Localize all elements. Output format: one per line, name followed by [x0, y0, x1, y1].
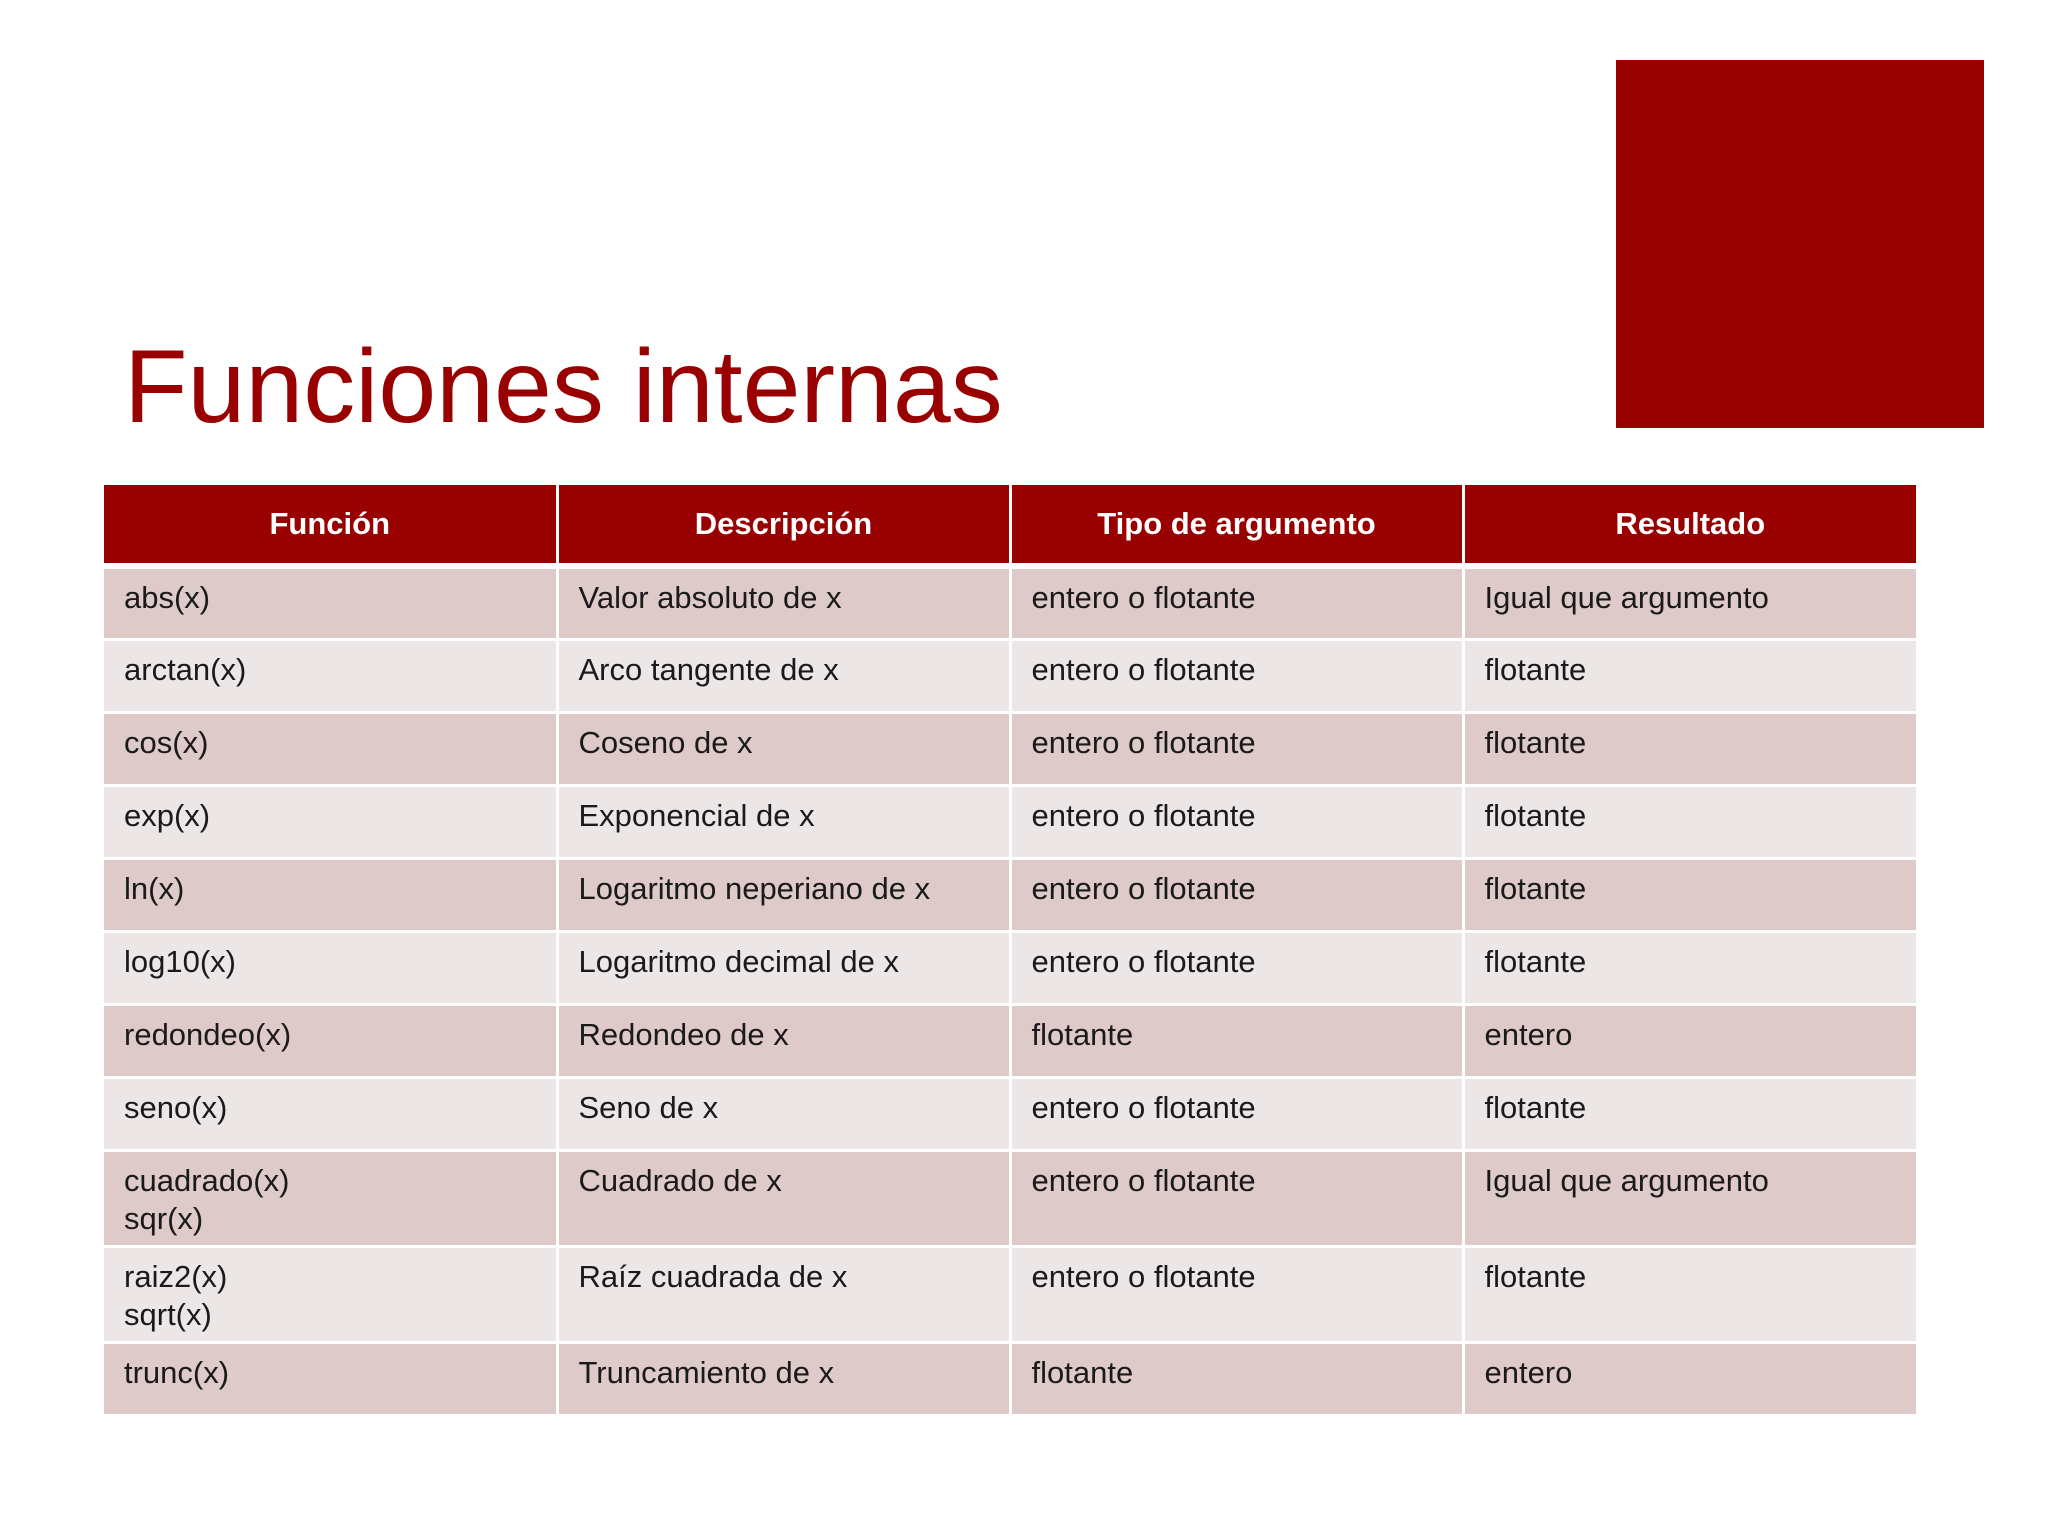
cell-resultado: Igual que argumento: [1463, 566, 1916, 639]
cell-resultado: flotante: [1463, 1246, 1916, 1342]
cell-descripcion: Cuadrado de x: [557, 1150, 1010, 1246]
cell-funcion: [104, 1150, 557, 1246]
cell-funcion: [104, 1004, 557, 1077]
table-row: [104, 712, 1916, 785]
header-resultado: Resultado: [1463, 485, 1916, 566]
functions-table: [104, 485, 1916, 1417]
cell-tipo-argumento: entero o flotante: [1010, 566, 1463, 639]
cell-resultado: Igual que argumento: [1463, 1150, 1916, 1246]
cell-descripcion: Exponencial de x: [557, 785, 1010, 858]
function-name: redondeo(x): [124, 1016, 292, 1052]
accent-square: [1616, 60, 1984, 428]
table-row: [104, 639, 1916, 712]
cell-funcion: [104, 931, 557, 1004]
cell-descripcion: Arco tangente de x: [557, 639, 1010, 712]
cell-descripcion: Valor absoluto de x: [557, 566, 1010, 639]
cell-funcion: [104, 785, 557, 858]
cell-resultado: entero: [1463, 1342, 1916, 1415]
header-descripcion: Descripción: [557, 485, 1010, 566]
cell-funcion: [104, 566, 557, 639]
cell-tipo-argumento: entero o flotante: [1010, 1150, 1463, 1246]
function-name: cuadrado(x): [124, 1162, 290, 1198]
cell-tipo-argumento: entero o flotante: [1010, 712, 1463, 785]
table-row: [104, 1004, 1916, 1077]
cell-resultado: flotante: [1463, 639, 1916, 712]
table-row: [104, 785, 1916, 858]
header-tipo-argumento: Tipo de argumento: [1010, 485, 1463, 566]
table-header-row: [104, 485, 1916, 566]
function-name: log10(x): [124, 943, 236, 979]
function-name: sqrt(x): [124, 1296, 212, 1332]
cell-funcion: [104, 1246, 557, 1342]
cell-resultado: flotante: [1463, 1077, 1916, 1150]
function-name: ln(x): [124, 870, 185, 906]
cell-funcion: [104, 858, 557, 931]
cell-resultado: flotante: [1463, 712, 1916, 785]
function-name: exp(x): [124, 797, 211, 833]
cell-descripcion: Truncamiento de x: [557, 1342, 1010, 1415]
cell-descripcion: Seno de x: [557, 1077, 1010, 1150]
cell-descripcion: Raíz cuadrada de x: [557, 1246, 1010, 1342]
cell-resultado: flotante: [1463, 858, 1916, 931]
header-funcion: Función: [104, 485, 557, 566]
table-row: [104, 858, 1916, 931]
cell-resultado: flotante: [1463, 785, 1916, 858]
function-name: sqr(x): [124, 1200, 204, 1236]
function-name: raiz2(x): [124, 1258, 228, 1294]
cell-resultado: entero: [1463, 1004, 1916, 1077]
table-row: [104, 931, 1916, 1004]
cell-tipo-argumento: flotante: [1010, 1004, 1463, 1077]
table-body: [104, 566, 1916, 1415]
cell-funcion: [104, 639, 557, 712]
cell-tipo-argumento: entero o flotante: [1010, 1246, 1463, 1342]
table-row: [104, 1246, 1916, 1342]
table-row: [104, 1342, 1916, 1415]
function-name: trunc(x): [124, 1354, 230, 1390]
cell-funcion: [104, 712, 557, 785]
function-name: cos(x): [124, 724, 209, 760]
cell-tipo-argumento: entero o flotante: [1010, 639, 1463, 712]
cell-funcion: [104, 1342, 557, 1415]
slide-title: Funciones internas: [124, 329, 1003, 445]
cell-descripcion: Coseno de x: [557, 712, 1010, 785]
functions-table-container: [104, 485, 1916, 1417]
cell-descripcion: Logaritmo neperiano de x: [557, 858, 1010, 931]
cell-tipo-argumento: entero o flotante: [1010, 1077, 1463, 1150]
cell-tipo-argumento: entero o flotante: [1010, 858, 1463, 931]
function-name: arctan(x): [124, 651, 247, 687]
table-row: [104, 566, 1916, 639]
table-row: [104, 1077, 1916, 1150]
cell-tipo-argumento: entero o flotante: [1010, 785, 1463, 858]
cell-funcion: [104, 1077, 557, 1150]
cell-descripcion: Logaritmo decimal de x: [557, 931, 1010, 1004]
cell-tipo-argumento: flotante: [1010, 1342, 1463, 1415]
cell-tipo-argumento: entero o flotante: [1010, 931, 1463, 1004]
cell-resultado: flotante: [1463, 931, 1916, 1004]
table-row: [104, 1150, 1916, 1246]
cell-descripcion: Redondeo de x: [557, 1004, 1010, 1077]
function-name: seno(x): [124, 1089, 228, 1125]
function-name: abs(x): [124, 580, 211, 615]
